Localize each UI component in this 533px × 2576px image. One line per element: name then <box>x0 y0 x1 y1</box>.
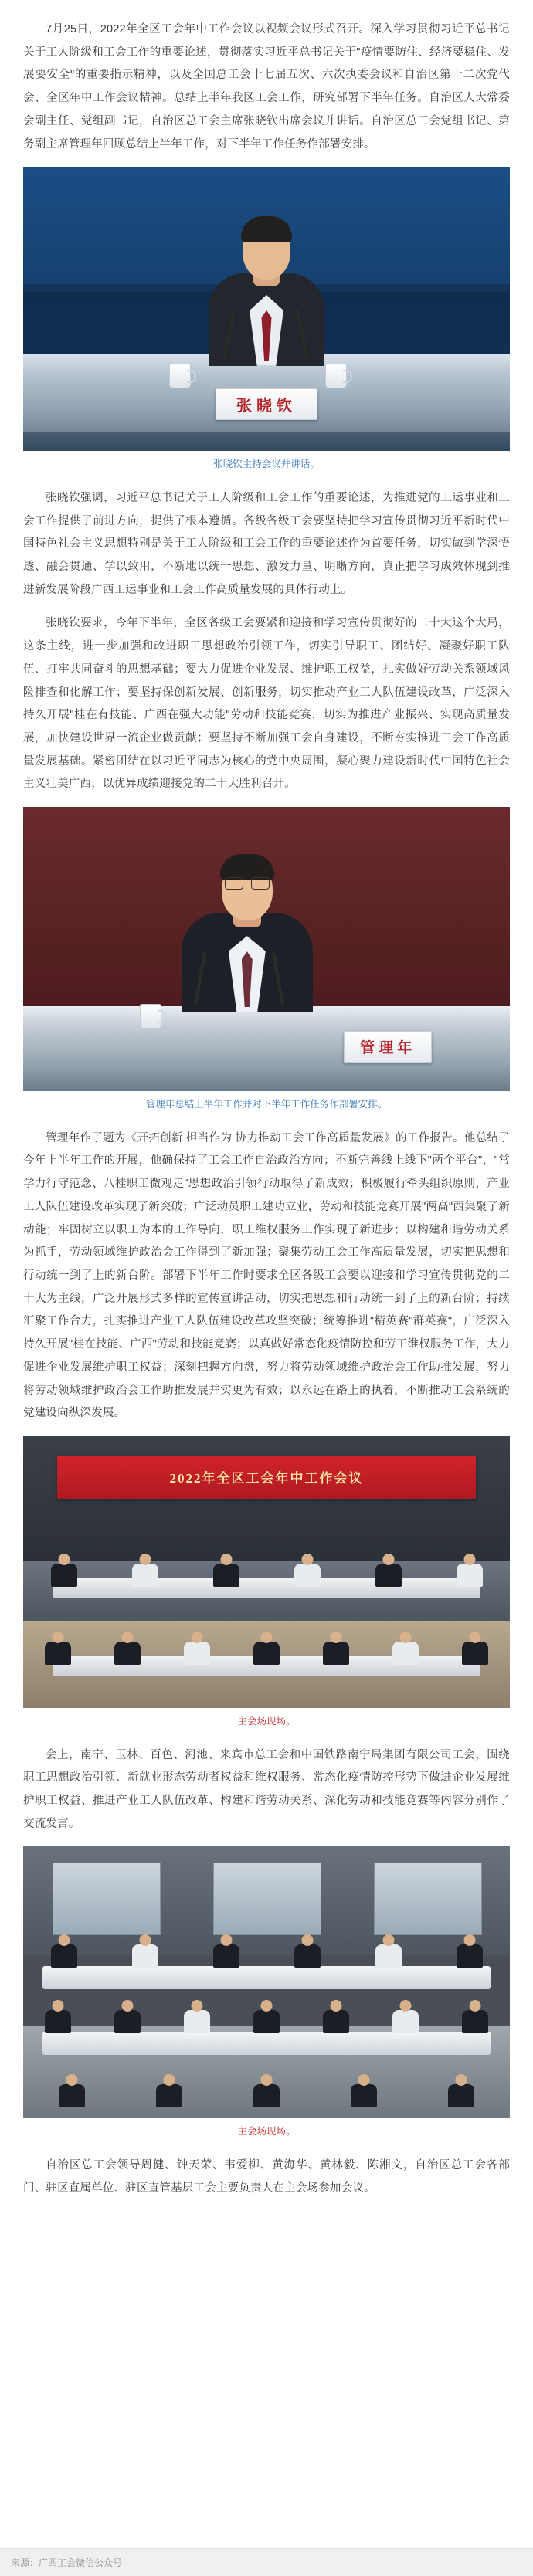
article-paragraph: 张晓钦强调，习近平总书记关于工人阶级和工会工作的重要论述，为推进党的工运事业和工会工作提供了前进方向，提供了根本遵循。各级各级工会要坚持把学习宣传贯彻习近平新时代中国特色社会主义思想特别是关于工人阶级和工会工作的重要论述作为首要任务，切实做到学深悟透、融会贯通、学以致用，不断地以统一思想、激发力量、明晰方向，真正把学习成效体现到推进新发展阶段广西工运事业和工会工作高质量发展的具体行动上。 <box>23 491 510 596</box>
photo1-cup <box>169 364 191 388</box>
photo4-table <box>42 2032 491 2055</box>
figure-guan-linian <box>23 807 510 1113</box>
photo3-person <box>462 1642 488 1665</box>
photo4-person <box>45 2010 71 2033</box>
photo4-table <box>42 1966 491 1989</box>
photo2-person <box>182 857 313 1012</box>
photo2-desk <box>23 1006 510 1091</box>
figure-main-venue-banner <box>23 1436 510 1730</box>
photo3-person <box>132 1564 158 1587</box>
photo3-person <box>323 1642 349 1665</box>
photo4-person <box>253 2084 280 2107</box>
photo3-person <box>294 1564 321 1587</box>
article-paragraph: 自治区总工会领导周健、钟天荣、韦爱柳、黄海华、黄林毅、陈湘文，自治区总工会各部门、驻区直属单位、驻区直管基层工会主要负责人在主会场参加会议。 <box>23 2158 510 2195</box>
photo3-person <box>457 1564 483 1587</box>
photo4-person <box>294 1944 321 1968</box>
photo3-seat-row <box>23 1564 510 1587</box>
article-paragraph: 张晓钦要求，今年下半年，全区各级工会要紧和迎接和学习宣传贯彻好的二十大这个大局，这条主线，进一步加强和改进职工思想政治引领工作，切实引导职工、团结好、凝聚好职工队伍、打牢共同奋斗的思想基础；要大力促进企业发展、维护职工权益，扎实做好劳动关系领域风险排查和化解工作；要坚持保创新发展、创新服务，切实推动产业工人队伍建设改革，广泛深入持久开展"桂在有技能、广西在强大功能"劳动和技能竞赛，切实为推进产业振兴、实现高质量发展，加快建设世界一流企业做贡献；要坚持不断加强工会自身建设，不断夯实推进工会工作高质量发展基础。紧密团结在以习近平同志为核心的党中央周围，凝心聚力建设新时代中国特色社会主义壮美广西，以优异成绩迎接党的二十大胜利召开。 <box>23 617 510 791</box>
photo3-person <box>375 1564 402 1587</box>
figure-caption: 张晓钦主持会议并讲话。 <box>213 459 320 470</box>
photo4-window <box>213 1863 322 1935</box>
nameplate-label: 管理年 <box>344 1031 432 1063</box>
nameplate-label: 张晓钦 <box>216 388 317 420</box>
photo3-person <box>213 1564 239 1587</box>
photo4-person <box>392 2010 419 2033</box>
banner-text: 2022年全区工会年中工作会议 <box>169 1471 364 1486</box>
photo4-person <box>184 2010 210 2033</box>
glasses-icon <box>225 877 270 888</box>
photo4-person <box>457 1944 483 1968</box>
photo-speaker-podium <box>23 167 510 451</box>
article-paragraph: 管理年作了题为《开拓创新 担当作为 协力推动工会工作高质量发展》的工作报告。他总结了今年上半年工作的开展，他确保持了工会工作自治政治方向；不断完善线上线下"两个平台"，"常学力行守范念、八桂职工微观走"思想政治引领行动取得了新成效；积极履行牵头组织原则，产业工人队伍建设改革实现了新突破；广泛动员职工建功立业，劳动和技能竞赛开展"两高"西集聚了新动能；牢固树立以职工为本的工作导向，职工维权服务工作实现了新进步；以构建和谐劳动关系为抓手，劳动领域维护政治会工作得到了新加强；聚集劳动工会工作高质量发展，切实把思想和行动统一到了上的新台阶。部署下半年工作时要求全区各级工会要以迎接和学习宣传贯彻党的二十大为主线，广泛开展形式多样的宣传宣讲活动，切实把思想和行动统一到了上的新台阶；持续汇聚工作合力，扎实推进产业工人队伍建设改革攻坚突破；统筹推进"精英赛"群英赛"，广泛深入持久开展"桂在技能、广西"劳动和技能竞赛；以真做好常态化疫情防控和劳工维权服务工作，大力促进企业发展维护职工权益；深刻把握方向盘，努力将劳动领域维护政治会工作助推发展，努力将劳动领域维护政治会工作助推发展并实更为有效；以永远在路上的执着，不断推动工会系统的党建设向纵深发展。 <box>23 1131 510 1420</box>
photo4-person <box>448 2084 474 2107</box>
photo1-hair <box>241 216 292 242</box>
source-footer: 来源：广西工会微信公众号 <box>0 2548 533 2576</box>
photo1-desk-front <box>23 432 510 451</box>
photo3-person <box>45 1642 71 1665</box>
photo4-seat-row <box>23 2010 510 2033</box>
photo4-person <box>375 1944 402 1968</box>
photo2-hair <box>220 854 274 880</box>
figure-caption: 管理年总结上半年工作并对下半年工作任务作部署安排。 <box>145 1099 388 1110</box>
figure-zhang-xiaoqin <box>23 167 510 473</box>
photo3-person <box>51 1564 77 1587</box>
photo-speaker-seated <box>23 807 510 1091</box>
photo4-person <box>462 2010 488 2033</box>
photo4-person <box>51 1944 77 1968</box>
photo3-seat-row <box>23 1642 510 1665</box>
photo4-window <box>374 1863 483 1935</box>
photo3-person <box>253 1642 280 1665</box>
photo4-person <box>114 2010 141 2033</box>
article-paragraph: 7月25日，2022年全区工会年中工作会议以视频会议形式召开。深入学习贯彻习近平总书记关于工人阶级和工会工作的重要论述，贯彻落实习近平总书记关于"疫情要防住、经济要稳住、发展要安全"的重要指示精神，以及全国总工会十七届五次、六次执委会议和自治区第十二次党代会、全区年中工作会议精神。总结上半年我区工会工作，研究部署下半年任务。自治区人大常委会副主任、党组副书记，自治区总工会主席张晓钦出席会议并讲话。自治区总工会党组书记、第务副主席管理年回顾总结上半年工作，对下半年工作任务作部署安排。 <box>23 23 510 151</box>
photo-audience <box>23 1846 510 2118</box>
photo4-person <box>323 2010 349 2033</box>
article-paragraph: 会上，南宁、玉林、百色、河池、来宾市总工会和中国铁路南宁局集团有限公司工会，围绕职工思想政治引领、新就业形态劳动者权益和维权服务、常态化疫情防控形势下做进企业发展维护职工权益、推进产业工人队伍改革、构建和谐劳动关系、深化劳动和技能竞赛等内容分别作了交流发言。 <box>23 1748 510 1830</box>
photo3-person <box>392 1642 419 1665</box>
photo2-cup <box>140 1004 161 1029</box>
conference-banner <box>57 1456 476 1499</box>
photo4-person <box>351 2084 377 2107</box>
photo4-seat-row <box>23 2084 510 2107</box>
photo4-person <box>132 1944 158 1968</box>
photo1-cup <box>325 364 347 388</box>
photo3-person <box>184 1642 210 1665</box>
photo-conference-hall <box>23 1436 510 1708</box>
photo4-person <box>253 2010 280 2033</box>
photo4-person <box>59 2084 85 2107</box>
photo4-seat-row <box>23 1944 510 1968</box>
photo4-person <box>156 2084 182 2107</box>
figure-caption: 主会场现场。 <box>237 1716 296 1727</box>
photo4-person <box>213 1944 239 1968</box>
photo4-window <box>53 1863 161 1935</box>
photo3-person <box>114 1642 141 1665</box>
figure-main-venue-audience <box>23 1846 510 2140</box>
figure-caption: 主会场现场。 <box>237 2126 296 2137</box>
